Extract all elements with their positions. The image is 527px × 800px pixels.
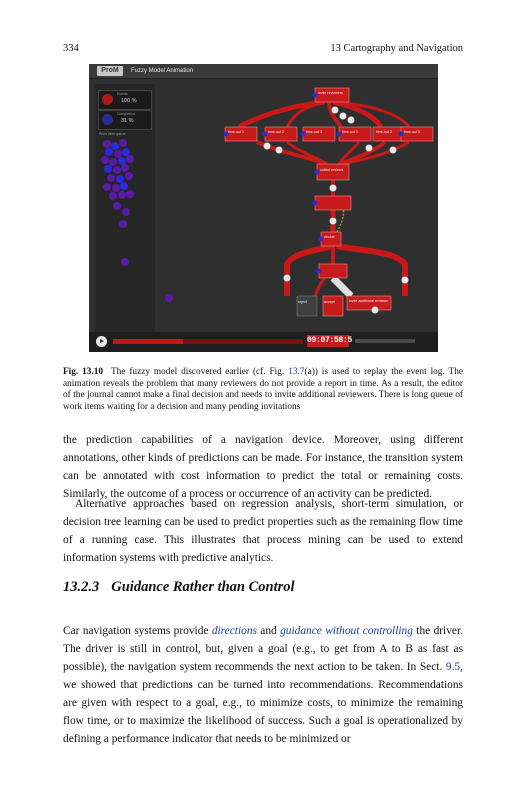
section-heading: [63, 579, 295, 596]
node-invite-additional: [315, 196, 351, 210]
text-run: Car navigation systems provide: [63, 625, 212, 637]
text-run: the driver. The driver is still in control, but, given a goal (e.g., to get from A to B as fast as possible), the navigation system recommends the next action to be taken. In Sect.: [63, 625, 463, 673]
gauge-value: 31 %: [121, 118, 134, 124]
figure-reference-link[interactable]: 13.7: [288, 367, 305, 377]
node-accept: [323, 296, 343, 316]
node-label: collect reviews: [320, 168, 344, 172]
section-number: 13.2.3: [63, 579, 100, 595]
node-label: decide: [324, 235, 335, 239]
node-reject: [297, 296, 317, 316]
queue-items: [101, 139, 173, 302]
play-button[interactable]: [96, 336, 107, 347]
section-reference-link[interactable]: 9.5: [445, 661, 461, 673]
running-header: 13 Cartography and Navigation: [330, 43, 463, 54]
node-label: reject: [298, 300, 307, 304]
text-run: , we showed that predictions can be turned into recommendations. Recommendations are given with respect to a goal, e.g., to minimize costs, to minimize the remaining flow time, or to maximize the likelihood of success. Such a goal is operationalized by defining a performance indicator that needs to be minimized or: [63, 661, 463, 745]
page-number: 334: [63, 43, 79, 54]
emphasis: directions: [211, 625, 257, 637]
node-decision: [319, 264, 347, 278]
caption-text: (a)) is used to replay the event log. The animation reveals the problem that many reviewers do not provide a report in time. As a result, the editor of the journal cannot make a final decision and needs to invite additional reviewers. There is long queue of work items waiting for a decision and many pending invitations: [63, 367, 463, 412]
text-run: and: [256, 625, 281, 637]
node-label: time-out 1: [342, 130, 358, 134]
node-label: time-out 1: [228, 130, 244, 134]
gauge-value: 100 %: [121, 98, 137, 104]
timeline-progress: [113, 339, 183, 344]
emphasis: guidance without controlling: [280, 625, 413, 637]
speed-slider[interactable]: [355, 339, 415, 343]
process-model-canvas: [89, 64, 438, 332]
section-title: Guidance Rather than Control: [111, 579, 295, 595]
body-paragraph: the prediction capabilities of a navigation device. Moreover, using different annotations, other kinds of predictions can be made. For instance, the transition system can be annotated with cost information to predict the total or remaining costs. Similarly, the outcome of a process or occurrence of an activity can be predicted.: [63, 434, 463, 500]
node-label: invite additional reviewer: [349, 299, 389, 303]
figure-screenshot: [89, 64, 438, 352]
node-collect-reviews: [317, 164, 349, 180]
node-label: time-out 2: [268, 130, 284, 134]
playback-clock: 09:07:58:5: [307, 336, 353, 345]
node-label: invite reviewers: [318, 91, 343, 95]
window-title: Fuzzy Model Animation: [131, 68, 194, 74]
node-label: accept: [324, 300, 335, 304]
figure-caption: [63, 367, 463, 413]
caption-text: The fuzzy model discovered earlier (cf. Fig.: [110, 367, 285, 377]
gauge-label: Events: [117, 92, 128, 96]
body-paragraph: Alternative approaches based on regression analysis, short-term simulation, or decision tree learning can be used to predict properties such as the remaining flow time of a running case. This illustrates that process mining can be used to extend information systems with predictive analytics.: [63, 498, 463, 564]
timeline-slider[interactable]: [113, 339, 303, 344]
node-label: time-out 3: [306, 130, 322, 134]
prom-logo: ProM: [97, 66, 123, 76]
gauge-label: Completion: [117, 112, 135, 116]
playback-bar: [89, 332, 438, 352]
node-label: time-out 2: [376, 130, 392, 134]
body-paragraph: [63, 622, 463, 748]
caption-label: Fig. 13.10: [63, 367, 104, 377]
queue-label: Work item queue: [99, 132, 126, 136]
node-label: time-out 3: [404, 130, 420, 134]
